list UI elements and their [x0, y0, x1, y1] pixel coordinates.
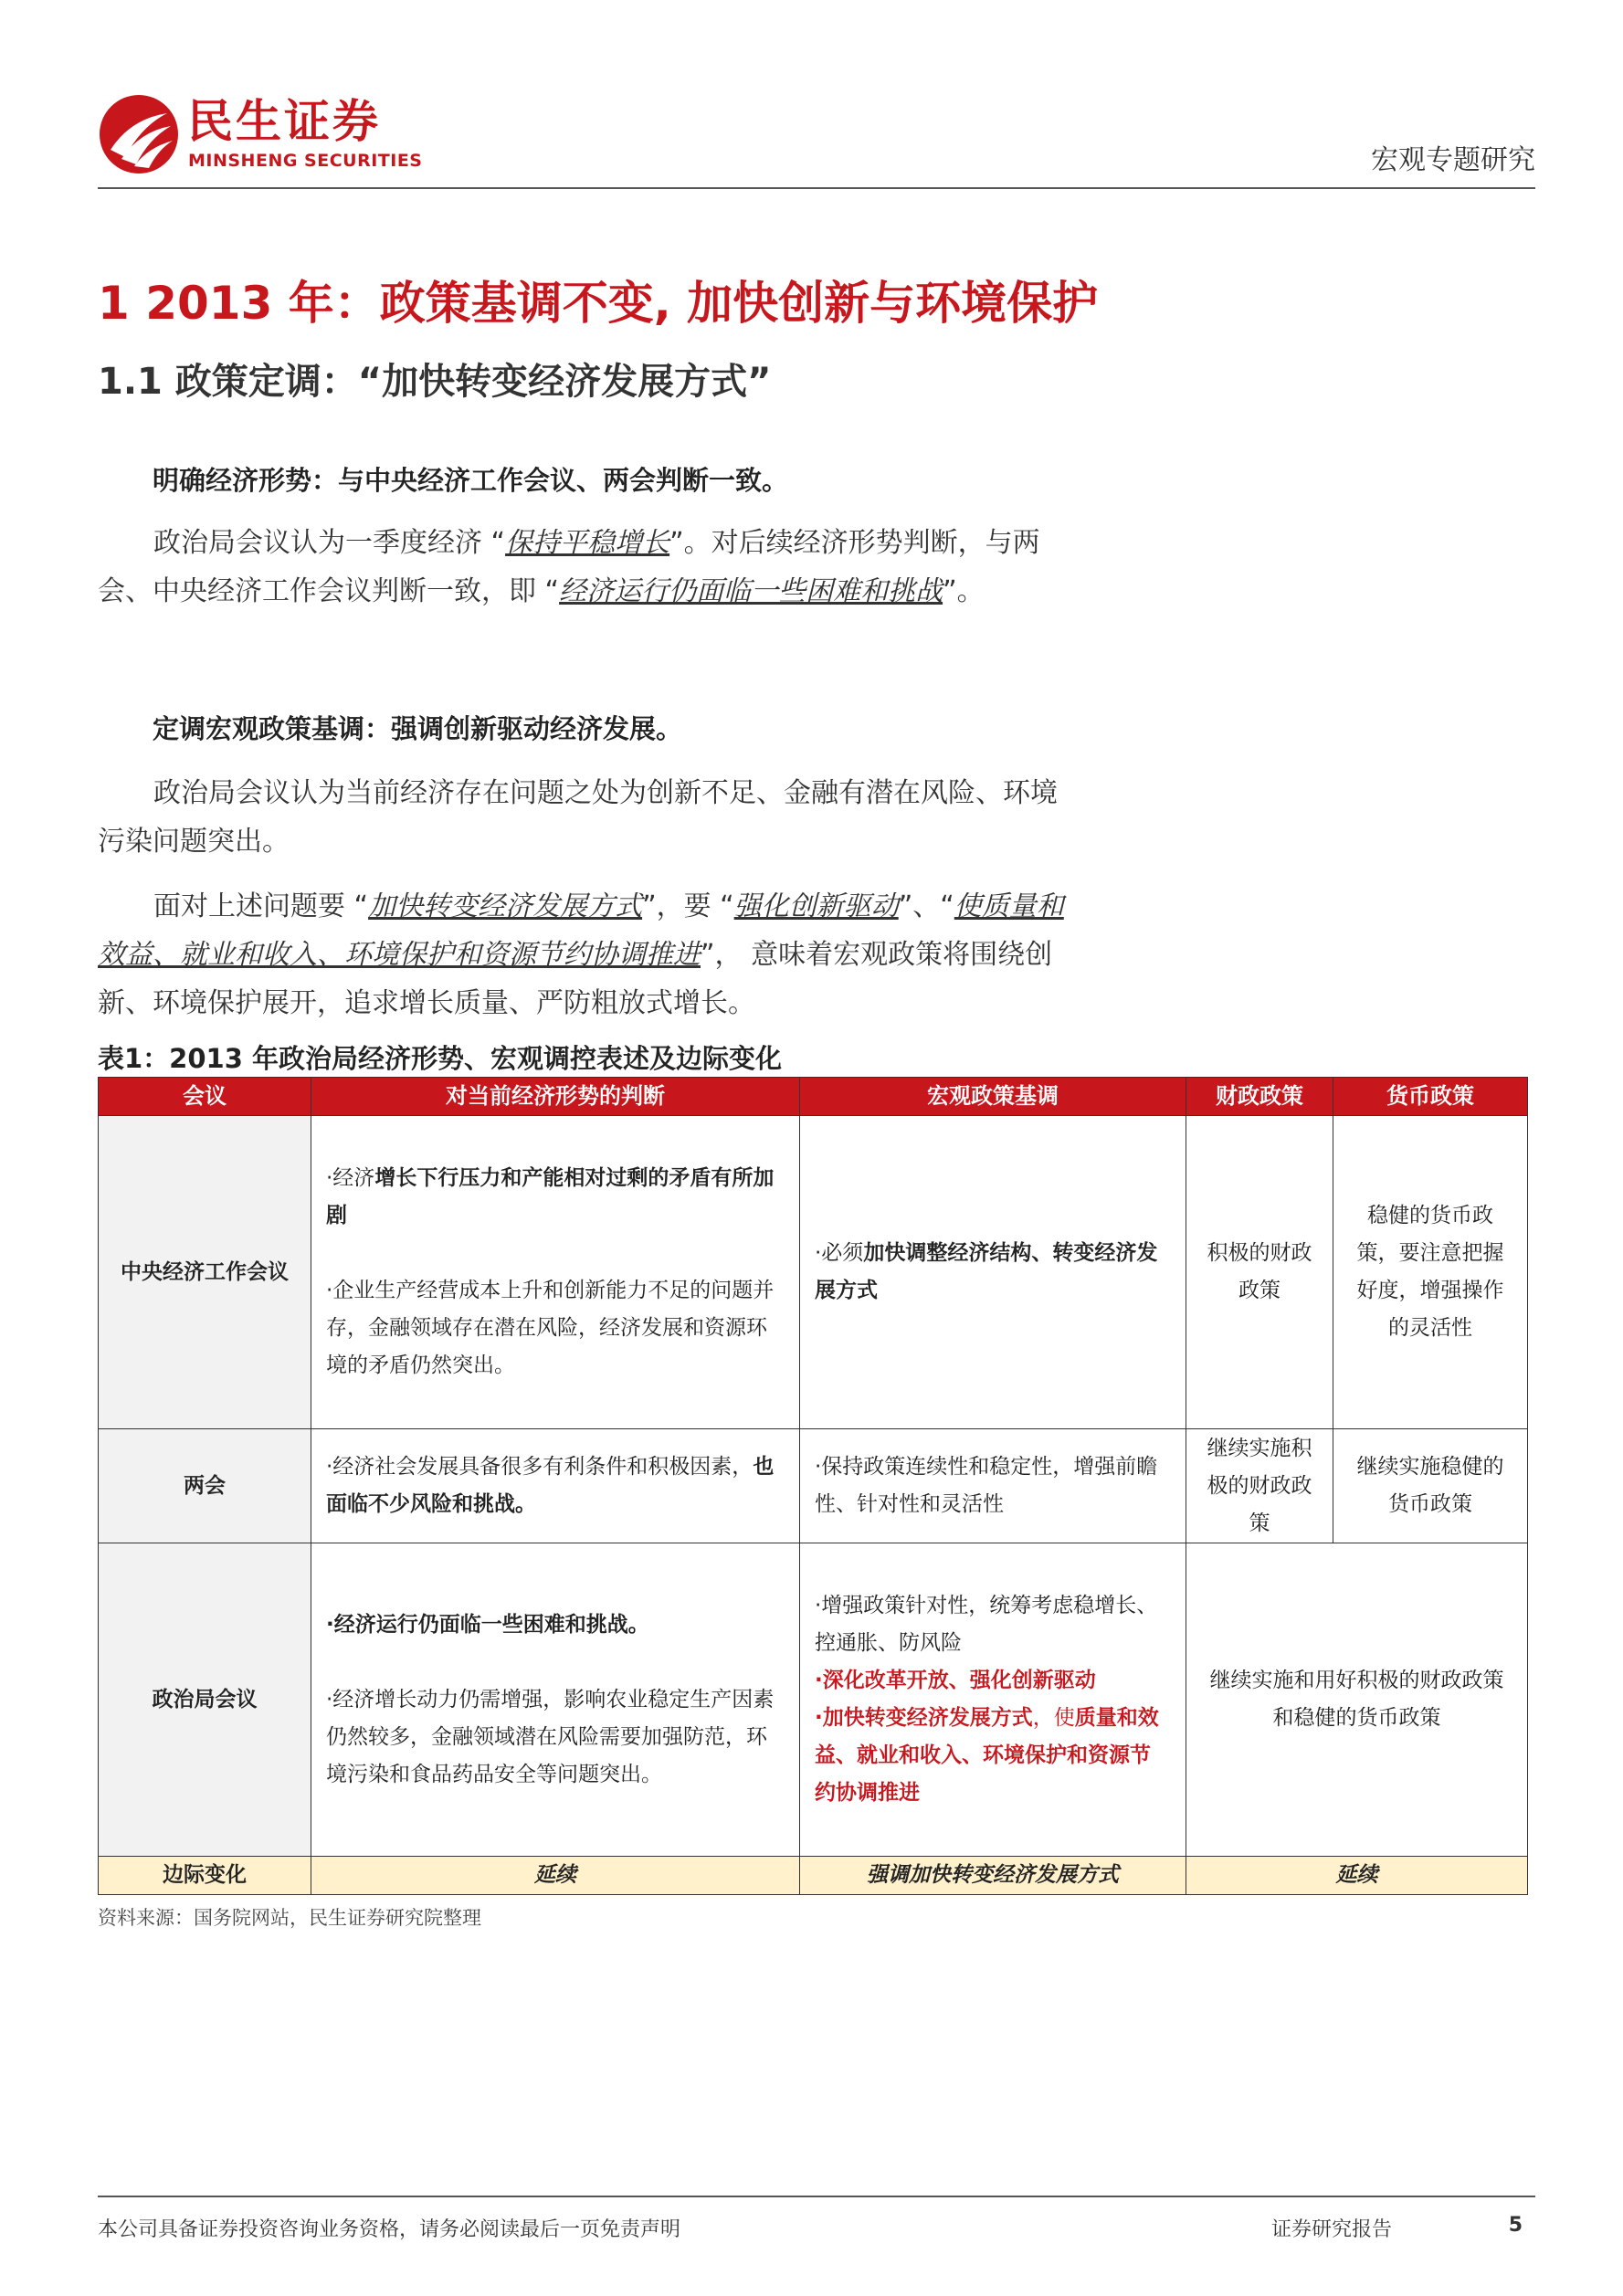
quote-highlight: 强化创新驱动	[733, 890, 899, 922]
block2-paragraph-1: 政治局会议认为当前经济存在问题之处为创新不足、金融有潜在风险、环境污染问题突出。	[98, 777, 1058, 858]
quote-highlight: 保持平稳增长	[505, 527, 670, 559]
header-meeting: 会议	[99, 1078, 311, 1116]
table-title: 表1：2013 年政治局经济形势、宏观调控表述及边际变化	[98, 1043, 782, 1074]
row-label: 中央经济工作会议	[99, 1116, 311, 1429]
block2-paragraph-2: 面对上述问题要 “加快转变经济发展方式”，要 “强化创新驱动”、“使质量和效益、就业和收入、环境保护和资源节约协调推进”， 意味着宏观政策将围绕创新、环境保护展开，追求增长质量、严防粗放式增长。	[98, 890, 1064, 1019]
judgement-cell: ·经济增长下行压力和产能相对过剩的矛盾有所加剧 ·企业生产经营成本上升和创新能力不足的问题并存，金融领域存在潜在风险，经济发展和资源环境的矛盾仍然突出。	[311, 1116, 800, 1429]
table-row	[99, 1116, 1528, 1429]
block1-subtitle: 明确经济形势：与中央经济工作会议、两会判断一致。	[153, 465, 789, 496]
header-fiscal: 财政政策	[1186, 1078, 1333, 1116]
quote-highlight: 加快转变经济发展方式	[368, 890, 643, 922]
policy-cell: ·保持政策连续性和稳定性，增强前瞻性、针对性和灵活性	[800, 1429, 1186, 1543]
section-heading: 1 2013 年：政策基调不变, 加快创新与环境保护	[98, 277, 1099, 330]
table-row	[99, 1429, 1528, 1543]
block1-paragraph: 政治局会议认为一季度经济 “保持平稳增长”。对后续经济形势判断，与两会、中央经济工作会议判断一致，即 “经济运行仍面临一些困难和挑战”。	[98, 527, 1040, 607]
marginal-change-judgement: 延续	[311, 1857, 800, 1895]
table-source: 资料来源：国务院网站，民生证券研究院整理	[98, 1907, 481, 1929]
brand-name-cn: 民生证券	[187, 95, 381, 148]
judgement-cell: ·经济运行仍面临一些困难和挑战。 ·经济增长动力仍需增强，影响农业稳定生产因素仍然较多，金融领域潜在风险需要加强防范，环境污染和食品药品安全等问题突出。	[311, 1543, 800, 1857]
fiscal-monetary-cell: 继续实施和用好积极的财政政策和稳健的货币政策	[1186, 1543, 1528, 1857]
brand-name-en: MINSHENG SECURITIES	[188, 151, 423, 171]
header-monetary: 货币政策	[1333, 1078, 1528, 1116]
row-label: 边际变化	[99, 1857, 311, 1895]
disclaimer-text: 本公司具备证券投资咨询业务资格，请务必阅读最后一页免责声明	[98, 2218, 681, 2241]
row-label: 政治局会议	[99, 1543, 311, 1857]
report-type: 证券研究报告	[1271, 2218, 1393, 2241]
header-judgement: 对当前经济形势的判断	[311, 1078, 800, 1116]
quote-highlight: 经济运行仍面临一些困难和挑战	[559, 575, 943, 607]
page-number: 5	[1508, 2214, 1523, 2237]
judgement-cell: ·经济社会发展具备很多有利条件和积极因素，也面临不少风险和挑战。	[311, 1429, 800, 1543]
header-divider	[98, 187, 1535, 189]
quote-highlight: 使质量和效益、就业和收入、环境保护和资源节约协调推进	[98, 890, 1064, 971]
policy-cell: ·必须加快调整经济结构、转变经济发展方式	[800, 1116, 1186, 1429]
block2-subtitle: 定调宏观政策基调：强调创新驱动经济发展。	[153, 713, 683, 744]
policy-table	[98, 1077, 1528, 1895]
minsheng-logo-icon	[98, 93, 180, 175]
monetary-cell: 继续实施稳健的货币政策	[1333, 1429, 1528, 1543]
marginal-change-policy: 强调加快转变经济发展方式	[800, 1857, 1186, 1895]
footer-divider	[98, 2196, 1535, 2197]
policy-cell: ·增强政策针对性，统筹考虑稳增长、控通胀、防风险 ·深化改革开放、强化创新驱动 ·加快转变经济发展方式，使质量和效益、就业和收入、环境保护和资源节约协调推进	[800, 1543, 1186, 1857]
document-type: 宏观专题研究	[1371, 144, 1535, 176]
row-label: 两会	[99, 1429, 311, 1543]
table-footer-row	[99, 1857, 1528, 1895]
fiscal-cell: 积极的财政政策	[1186, 1116, 1333, 1429]
table-header-row	[99, 1078, 1528, 1116]
fiscal-cell: 继续实施积极的财政政策	[1186, 1429, 1333, 1543]
marginal-change-fiscal-monetary: 延续	[1186, 1857, 1528, 1895]
table-row	[99, 1543, 1528, 1857]
header-macro-policy: 宏观政策基调	[800, 1078, 1186, 1116]
subsection-heading: 1.1 政策定调：“加快转变经济发展方式”	[98, 361, 772, 403]
monetary-cell: 稳健的货币政策，要注意把握好度，增强操作的灵活性	[1333, 1116, 1528, 1429]
